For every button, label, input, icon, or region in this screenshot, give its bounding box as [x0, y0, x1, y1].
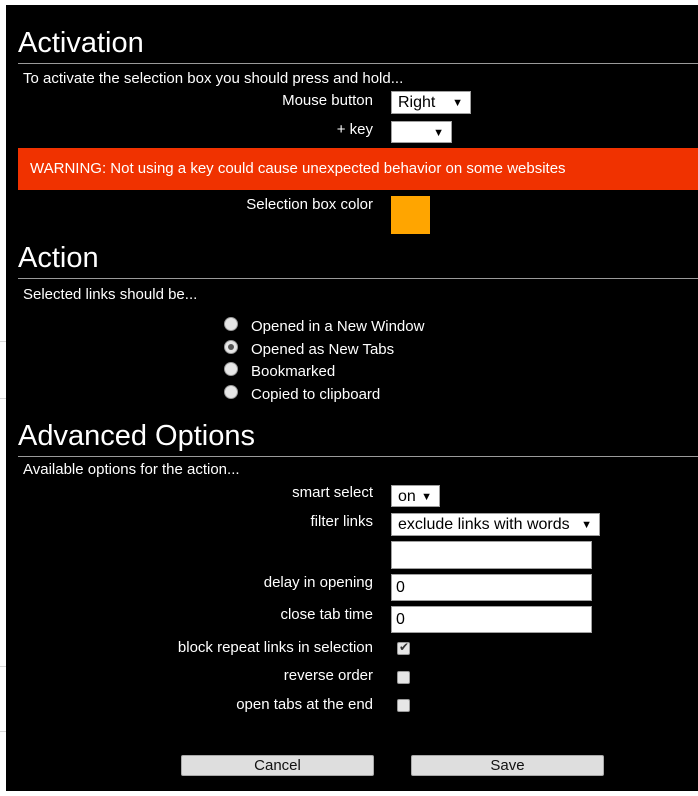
cancel-button[interactable]: Cancel	[181, 755, 374, 776]
options-dialog	[6, 5, 698, 791]
chevron-down-icon: ▼	[452, 97, 463, 109]
activation-title: Activation	[18, 27, 144, 59]
mouse-button-select[interactable]	[391, 91, 471, 114]
action-title: Action	[18, 242, 99, 274]
option-new-tabs-label: Opened as New Tabs	[251, 341, 395, 358]
smart-select-dropdown[interactable]	[391, 485, 440, 507]
close-tab-input[interactable]: 0	[391, 606, 592, 633]
advanced-title: Advanced Options	[18, 420, 255, 452]
option-clipboard-label: Copied to clipboard	[251, 386, 381, 403]
reverse-order-label: reverse order	[283, 667, 373, 684]
filter-links-value: exclude links with words	[398, 516, 570, 533]
mouse-button-label: Mouse button	[282, 92, 373, 109]
key-label: + key	[336, 121, 373, 138]
activation-divider	[18, 63, 698, 64]
selection-color-picker[interactable]	[391, 196, 430, 234]
radio-bookmarked[interactable]	[224, 362, 238, 376]
filter-words-input[interactable]	[391, 541, 592, 569]
close-tab-label: close tab time	[280, 606, 373, 623]
filter-links-dropdown[interactable]	[391, 513, 600, 536]
activation-intro: To activate the selection box you should press and hold...	[23, 70, 404, 87]
delay-label: delay in opening	[263, 574, 373, 591]
advanced-divider	[18, 456, 698, 457]
chevron-down-icon: ▼	[581, 519, 592, 531]
advanced-intro: Available options for the action...	[23, 461, 240, 478]
chevron-down-icon: ▼	[433, 127, 444, 139]
action-divider	[18, 278, 698, 279]
smart-select-label: smart select	[292, 484, 373, 501]
mouse-button-value: Right	[398, 94, 436, 111]
smart-select-value: on	[398, 488, 416, 505]
open-at-end-label: open tabs at the end	[236, 696, 373, 713]
warning-banner: WARNING: Not using a key could cause unexpected behavior on some websites	[18, 148, 698, 190]
radio-new-tabs[interactable]	[224, 340, 238, 354]
filter-links-label: filter links	[310, 513, 373, 530]
chevron-down-icon: ▼	[421, 491, 432, 503]
block-repeat-label: block repeat links in selection	[177, 639, 373, 656]
radio-clipboard[interactable]	[224, 385, 238, 399]
action-intro: Selected links should be...	[23, 286, 198, 303]
selection-color-label: Selection box color	[246, 196, 373, 213]
save-button[interactable]: Save	[411, 755, 604, 776]
key-select[interactable]	[391, 121, 452, 143]
option-new-window-label: Opened in a New Window	[251, 318, 425, 335]
reverse-order-checkbox[interactable]	[397, 671, 410, 684]
delay-input[interactable]: 0	[391, 574, 592, 601]
block-repeat-checkbox[interactable]	[397, 642, 410, 655]
option-bookmarked-label: Bookmarked	[251, 363, 336, 380]
open-at-end-checkbox[interactable]	[397, 699, 410, 712]
radio-new-window[interactable]	[224, 317, 238, 331]
